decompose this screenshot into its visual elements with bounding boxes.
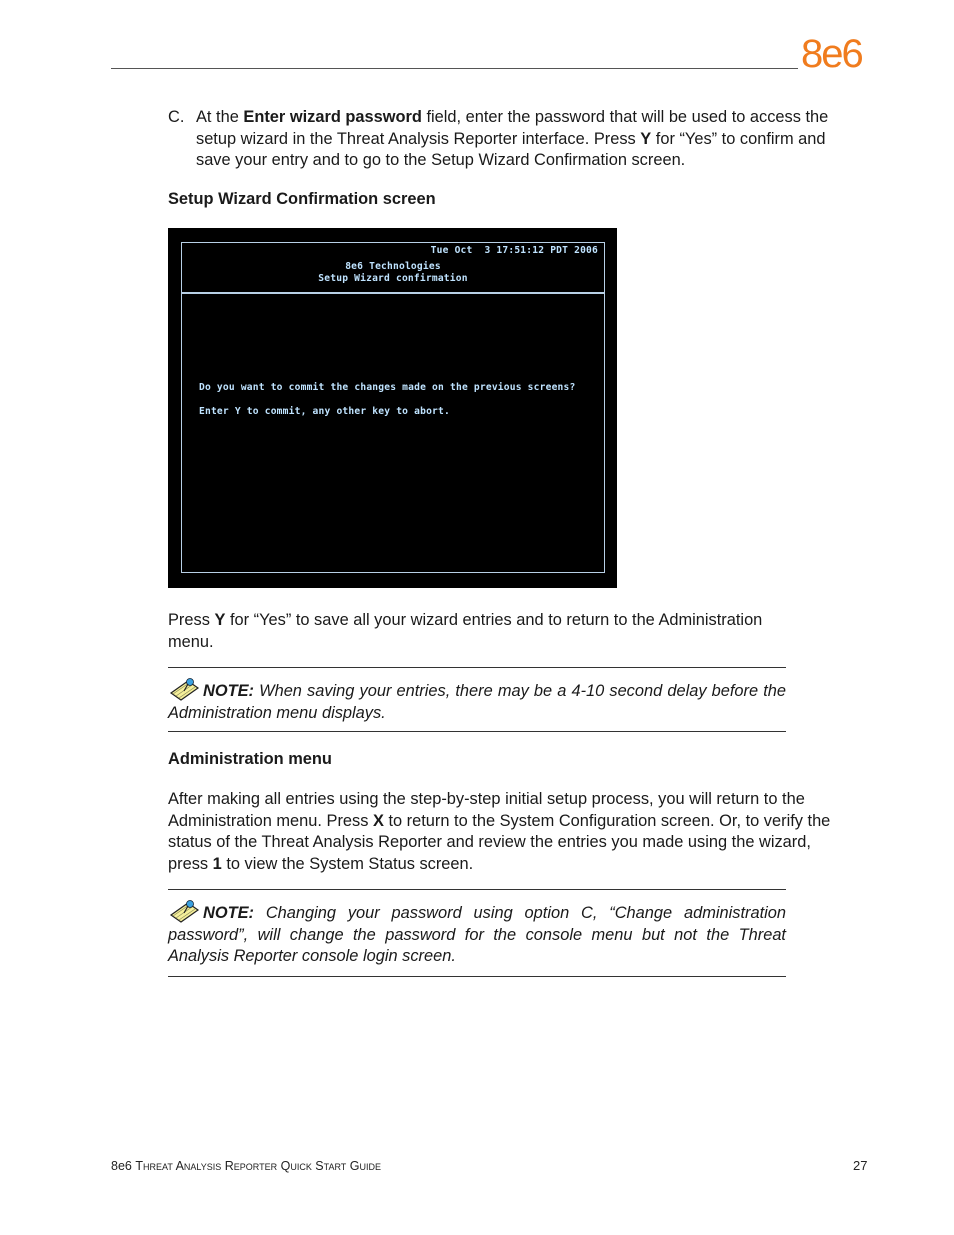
text-run: to view the System Status screen. xyxy=(221,854,474,873)
footer-prefix: 8e6 xyxy=(111,1159,136,1173)
brand-logo: 8e6 xyxy=(801,32,862,76)
press-y-paragraph xyxy=(168,610,808,653)
key-name: Y xyxy=(214,611,226,629)
step-letter: C. xyxy=(168,108,185,126)
note-box xyxy=(168,889,786,977)
step-c-paragraph xyxy=(168,107,848,172)
footer-title xyxy=(111,1159,381,1173)
footer-guide-name: Threat Analysis Reporter Quick Start Guide xyxy=(135,1159,382,1173)
note-text: When saving your entries, there may be a 4-10 second delay before the Administration menu displays. xyxy=(168,682,786,722)
terminal-divider xyxy=(182,292,604,294)
text-run: to return to the System Configuration screen. Or, to verify the status of the Threat Analysis Reporter and review the entries you made using the wizard, press xyxy=(168,811,831,873)
note-label: NOTE: xyxy=(203,904,254,922)
terminal-instruction: Enter Y to commit, any other key to abort. xyxy=(199,406,450,417)
key-name: X xyxy=(372,811,384,830)
text-run: field, enter the password that will be used to access the setup wizard in the Threat Analysis Reporter interface. Press xyxy=(196,108,829,148)
key-name: Y xyxy=(640,129,652,148)
admin-paragraph xyxy=(168,789,848,875)
step-c-body xyxy=(196,107,848,172)
field-name: Enter wizard password xyxy=(243,108,422,126)
key-name: 1 xyxy=(212,854,222,873)
terminal-date: Tue Oct 3 17:51:12 PDT 2006 xyxy=(430,245,598,256)
text-run: Press xyxy=(168,611,215,629)
note-label: NOTE: xyxy=(203,682,254,700)
note-pad-pin-icon xyxy=(168,677,201,701)
text-run: for “Yes” to save all your wizard entries and to return to the Administration menu. xyxy=(168,611,763,651)
note-text: Changing your password using option C, “Change administration password”, will change the password for the console menu but not the Threat Analysis Reporter console login screen. xyxy=(168,904,786,965)
text-run: for “Yes” to confirm and save your entry and to go to the Setup Wizard Confirmation screen. xyxy=(196,129,826,169)
section-heading-setup-wizard: Setup Wizard Confirmation screen xyxy=(168,190,436,208)
terminal-screenshot xyxy=(168,228,617,588)
section-heading-administration-menu: Administration menu xyxy=(168,750,332,768)
header-rule xyxy=(111,68,798,69)
terminal-question: Do you want to commit the changes made on the previous screens? xyxy=(199,382,576,393)
text-run: At the xyxy=(196,108,244,126)
terminal-frame xyxy=(181,242,605,573)
page-number: 27 xyxy=(853,1158,868,1173)
note-box xyxy=(168,667,786,732)
terminal-company: 8e6 Technologies xyxy=(345,261,441,272)
text-run: After making all entries using the step-by-step initial setup process, you will return to the Administration menu. Press xyxy=(168,790,805,830)
terminal-title: Setup Wizard confirmation xyxy=(318,273,468,284)
note-pad-pin-icon xyxy=(168,899,201,923)
